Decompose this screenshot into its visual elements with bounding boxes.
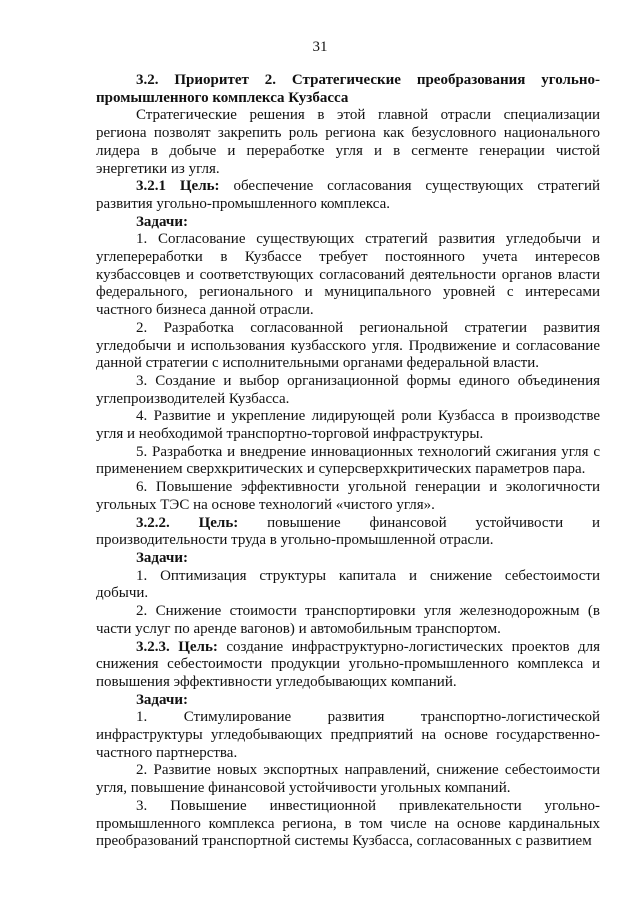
task-item: 3. Повышение инвестиционной привлекательности угольно-промышленного комплекса региона, в том числе на основе кардинальных преобразований транспортной системы Кузбасса, согласованных с развитием <box>96 797 600 850</box>
goal-text: создание инфраструктурно-логистических проектов для снижения себестоимости продукции угольно-промышленного комплекса и повышения эффективности угледобывающих компаний. <box>96 638 601 690</box>
goal-paragraph <box>96 178 600 213</box>
page-number: 31 <box>312 39 328 55</box>
task-item: 1. Оптимизация структуры капитала и снижение себестоимости добычи. <box>96 567 600 602</box>
task-item: 3. Создание и выбор организационной формы единого объединения углепроизводителей Кузбасса. <box>96 372 600 407</box>
tasks-label: Задачи: <box>136 549 189 566</box>
task-item: 6. Повышение эффективности угольной генерации и экологичности угольных ТЭС на основе технологий «чистого угля». <box>96 479 600 513</box>
task-item: 4. Развитие и укрепление лидирующей роли Кузбасса в производстве угля и необходимой транспортно-торговой инфраструктуры. <box>96 408 600 443</box>
task-item: 1. Согласование существующих стратегий развития угледобычи и углепереработки в Кузбассе требует постоянного учета интересов кузбассовцев и соответствующих согласований деятельности органов власти федерального, регионального и муниципального уровней с интересами частного бизнеса данной отрасли. <box>96 231 600 319</box>
tasks-label: Задачи: <box>136 691 189 708</box>
task-item: 2. Развитие новых экспортных направлений, снижение себестоимости угля, повышение финансовой устойчивости угольных компаний. <box>96 762 600 797</box>
section-intro: Стратегические решения в этой главной отрасли специализации региона позволят закрепить роль региона как безусловного национального лидера в добыче и переработке угля и в сегменте генерации чистой энергетики из угля. <box>96 107 600 177</box>
page-content <box>96 72 600 851</box>
goal-label: 3.2.2. Цель: <box>136 514 239 531</box>
goal-text: повышение финансовой устойчивости и производительности труда в угольно-промышленной отрасли. <box>96 514 601 549</box>
task-item: 2. Снижение стоимости транспортировки угля железнодорожным (в части услуг по аренде вагонов) и автомобильным транспортом. <box>96 603 600 637</box>
goal-paragraph <box>96 515 600 550</box>
goal-label: 3.2.3. Цель: <box>136 638 218 655</box>
goal-label: 3.2.1 Цель: <box>136 178 220 195</box>
goal-text: обеспечение согласования существующих стратегий развития угольно-промышленного комплекса. <box>96 178 601 212</box>
tasks-label: Задачи: <box>136 213 189 230</box>
section-heading: 3.2. Приоритет 2. Стратегические преобразования угольно-промышленного комплекса Кузбасса <box>96 72 600 106</box>
goal-paragraph <box>96 639 600 692</box>
task-item: 1. Стимулирование развития транспортно-логистической инфраструктуры угледобывающих предприятий на основе государственно-частного партнерства. <box>96 709 600 761</box>
task-item: 5. Разработка и внедрение инновационных технологий сжигания угля с применением сверхкритических и суперсверхкритических параметров пара. <box>96 443 600 478</box>
task-item: 2. Разработка согласованной региональной стратегии развития угледобычи и использования кузбасского угля. Продвижение и согласование данной стратегии с исполнительными органами федеральной власти. <box>96 319 600 372</box>
